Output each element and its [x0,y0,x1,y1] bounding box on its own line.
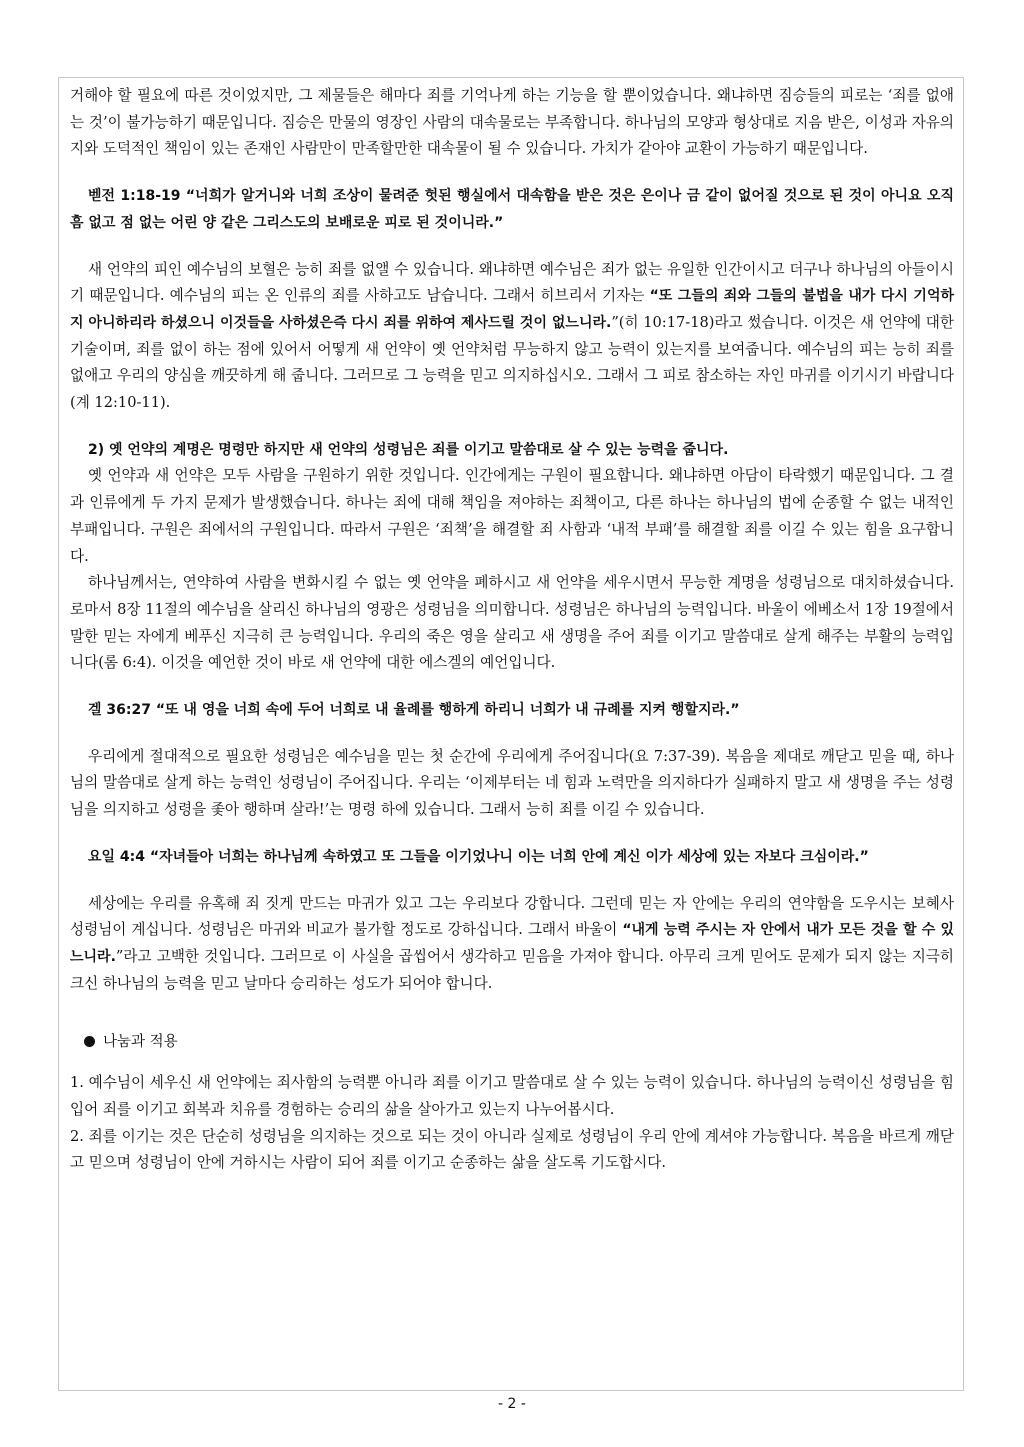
scripture-quote-ezekiel: 겔 36:27 “또 내 영을 너희 속에 두어 너희로 내 율례를 행하게 하리니 너희가 내 규례를 지켜 행할지라.” [88,702,740,719]
paragraph-6 [70,891,954,998]
paragraph-6-text-b: ”라고 고백한 것입니다. 그러므로 이 사실을 곱씹어서 생각하고 믿음을 가져야 합니다. 아무리 크게 믿어도 문제가 되지 않는 지극히 크신 하나님의 능력을 믿고 날마다 승리하는 성도가 되어야 합니다. [70,947,954,992]
paragraph-3: 옛 언약과 새 언약은 모두 사람을 구원하기 위한 것입니다. 인간에게는 구원이 필요합니다. 왜냐하면 아담이 타락했기 때문입니다. 그 결과 인류에게 두 가지 문제가 발생했습니다. 하나는 죄에 대해 책임을 져야하는 죄책이고, 다른 하나는 하나님의 법에 순종할 수 없는 내적인 부패입니다. 구원은 죄에서의 구원입니다. 따라서 구원은 ‘죄책’을 해결할 죄 사함과 ‘내적 부패’를 해결할 죄를 이길 수 있는 힘을 요구합니다. [70,467,954,565]
sharing-title-label: 나눔과 적용 [103,1034,178,1051]
paragraph-6-text-a: 세상에는 우리를 유혹해 죄 짓게 만드는 마귀가 있고 그는 우리보다 강합니다. 그런데 믿는 자 안에는 우리의 연약함을 도우시는 보혜사 성령님이 계십니다. 성령님은 마귀와 비교가 불가할 정도로 강하십니다. 그래서 바울이 [70,894,954,939]
document-body [70,83,954,1177]
paragraph-5: 우리에게 절대적으로 필요한 성령님은 예수님을 믿는 첫 순간에 우리에게 주어집니다(요 7:37-39). 복음을 제대로 깨닫고 믿을 때, 하나님의 말씀대로 살게 하는 능력인 성령님이 주어집니다. 우리는 ‘이제부터는 네 힘과 노력만을 의지하다가 실패하지 말고 새 생명을 주는 성령님을 의지하고 성령을 좇아 행하며 살라!’는 명령 하에 있습니다. 그래서 능히 죄를 이길 수 있습니다. [70,747,954,819]
bullet-icon [84,1036,95,1047]
paragraph-6-bold-quote: “내게 능력 주시는 자 안에서 내가 모든 것을 할 수 있느니라. [70,922,954,965]
section-heading-2: 2) 옛 언약의 계명은 명령만 하지만 새 언약의 성령님은 죄를 이기고 말씀대로 살 수 있는 능력을 줍니다. [88,441,729,458]
discussion-question-1: 1. 예수님이 세우신 새 언약에는 죄사함의 능력뿐 아니라 죄를 이기고 말씀대로 살 수 있는 능력이 있습니다. 하나님의 능력이신 성령님을 힘입어 죄를 이기고 회복과 치유를 경험하는 승리의 삶을 살아가고 있는지 나누어봅시다. [70,1074,954,1118]
discussion-question-2: 2. 죄를 이기는 것은 단순히 성령님을 의지하는 것으로 되는 것이 아니라 실제로 성령님이 우리 안에 계셔야 가능합니다. 복음을 바르게 깨닫고 믿으며 성령님이 안에 거하시는 사람이 되어 죄를 이기고 순종하는 삶을 살도록 기도합시다. [70,1127,954,1172]
paragraph-2-text-a: 새 언약의 피인 예수님의 보혈은 능히 죄를 없앨 수 있습니다. 왜냐하면 예수님은 죄가 없는 유일한 인간이시고 더구나 하나님의 아들이시기 때문입니다. 예수님의 피는 온 인류의 죄를 사하고도 남습니다. 그래서 히브리서 기자는 [70,260,954,305]
scripture-quote-1peter: 벧전 1:18-19 “너희가 알거니와 너희 조상이 물려준 헛된 행실에서 대속함을 받은 것은 은이나 금 같이 없어질 것으로 된 것이 아니요 오직 흠 없고 점 없는 어린 양 같은 그리스도의 보배로운 피로 된 것이니라.” [70,188,954,231]
scripture-quote-1john: 요일 4:4 “자녀들아 너희는 하나님께 속하였고 또 그들을 이기었나니 이는 너희 안에 계신 이가 세상에 있는 자보다 크심이라.” [88,848,869,865]
paragraph-4: 하나님께서는, 연약하여 사람을 변화시킬 수 없는 옛 언약을 폐하시고 새 언약을 세우시면서 무능한 계명을 성령님으로 대치하셨습니다. 로마서 8장 11절의 예수님을 살리신 하나님의 영광은 성령님을 의미합니다. 성령님은 하나님의 능력입니다. 바울이 에베소서 1장 19절에서 말한 믿는 자에게 베푸신 지극히 큰 능력입니다. 우리의 죽은 영을 살리고 새 생명을 주어 죄를 이기고 말씀대로 살게 해주는 부활의 능력입니다(롬 6:4). 이것을 예언한 것이 바로 새 언약에 대한 에스겔의 예언입니다. [70,574,954,672]
paragraph-1: 거해야 할 필요에 따른 것이었지만, 그 제물들은 해마다 죄를 기억나게 하는 기능을 할 뿐이었습니다. 왜냐하면 짐승들의 피로는 ‘죄를 없애는 것’이 불가능하기 때문입니다. 짐승은 만물의 영장인 사람의 대속물로는 부족합니다. 하나님의 모양과 형상대로 지음 받은, 이성과 자유의지와 도덕적인 책임이 있는 존재인 사람만이 만족할만한 대속물이 될 수 있습니다. 가치가 같아야 교환이 가능하기 때문입니다. [70,87,954,158]
paragraph-2-text-b: ”(히 10:17-18)라고 썼습니다. 이것은 새 언약에 대한 기술이며, 죄를 없이 하는 점에 있어서 어떻게 새 언약이 옛 언약처럼 무능하지 않고 능력이 있는지를 보여줍니다. 예수님의 피는 능히 죄를 없애고 우리의 양심을 깨끗하게 해 줍니다. 그러므로 그 능력을 믿고 의지하십시오. 그래서 그 피로 참소하는 자인 마귀를 이기시기 바랍니다(계 12:10-11). [70,313,954,412]
sharing-section-title [70,1029,954,1056]
page-number: - 2 - [498,1396,526,1412]
paragraph-2 [70,257,954,417]
paragraph-2-bold-quote: “또 그들의 죄와 그들의 불법을 내가 다시 기억하지 아니하리라 하셨으니 이것들을 사하셨은즉 다시 죄를 위하여 제사드릴 것이 없느니라. [70,288,954,331]
